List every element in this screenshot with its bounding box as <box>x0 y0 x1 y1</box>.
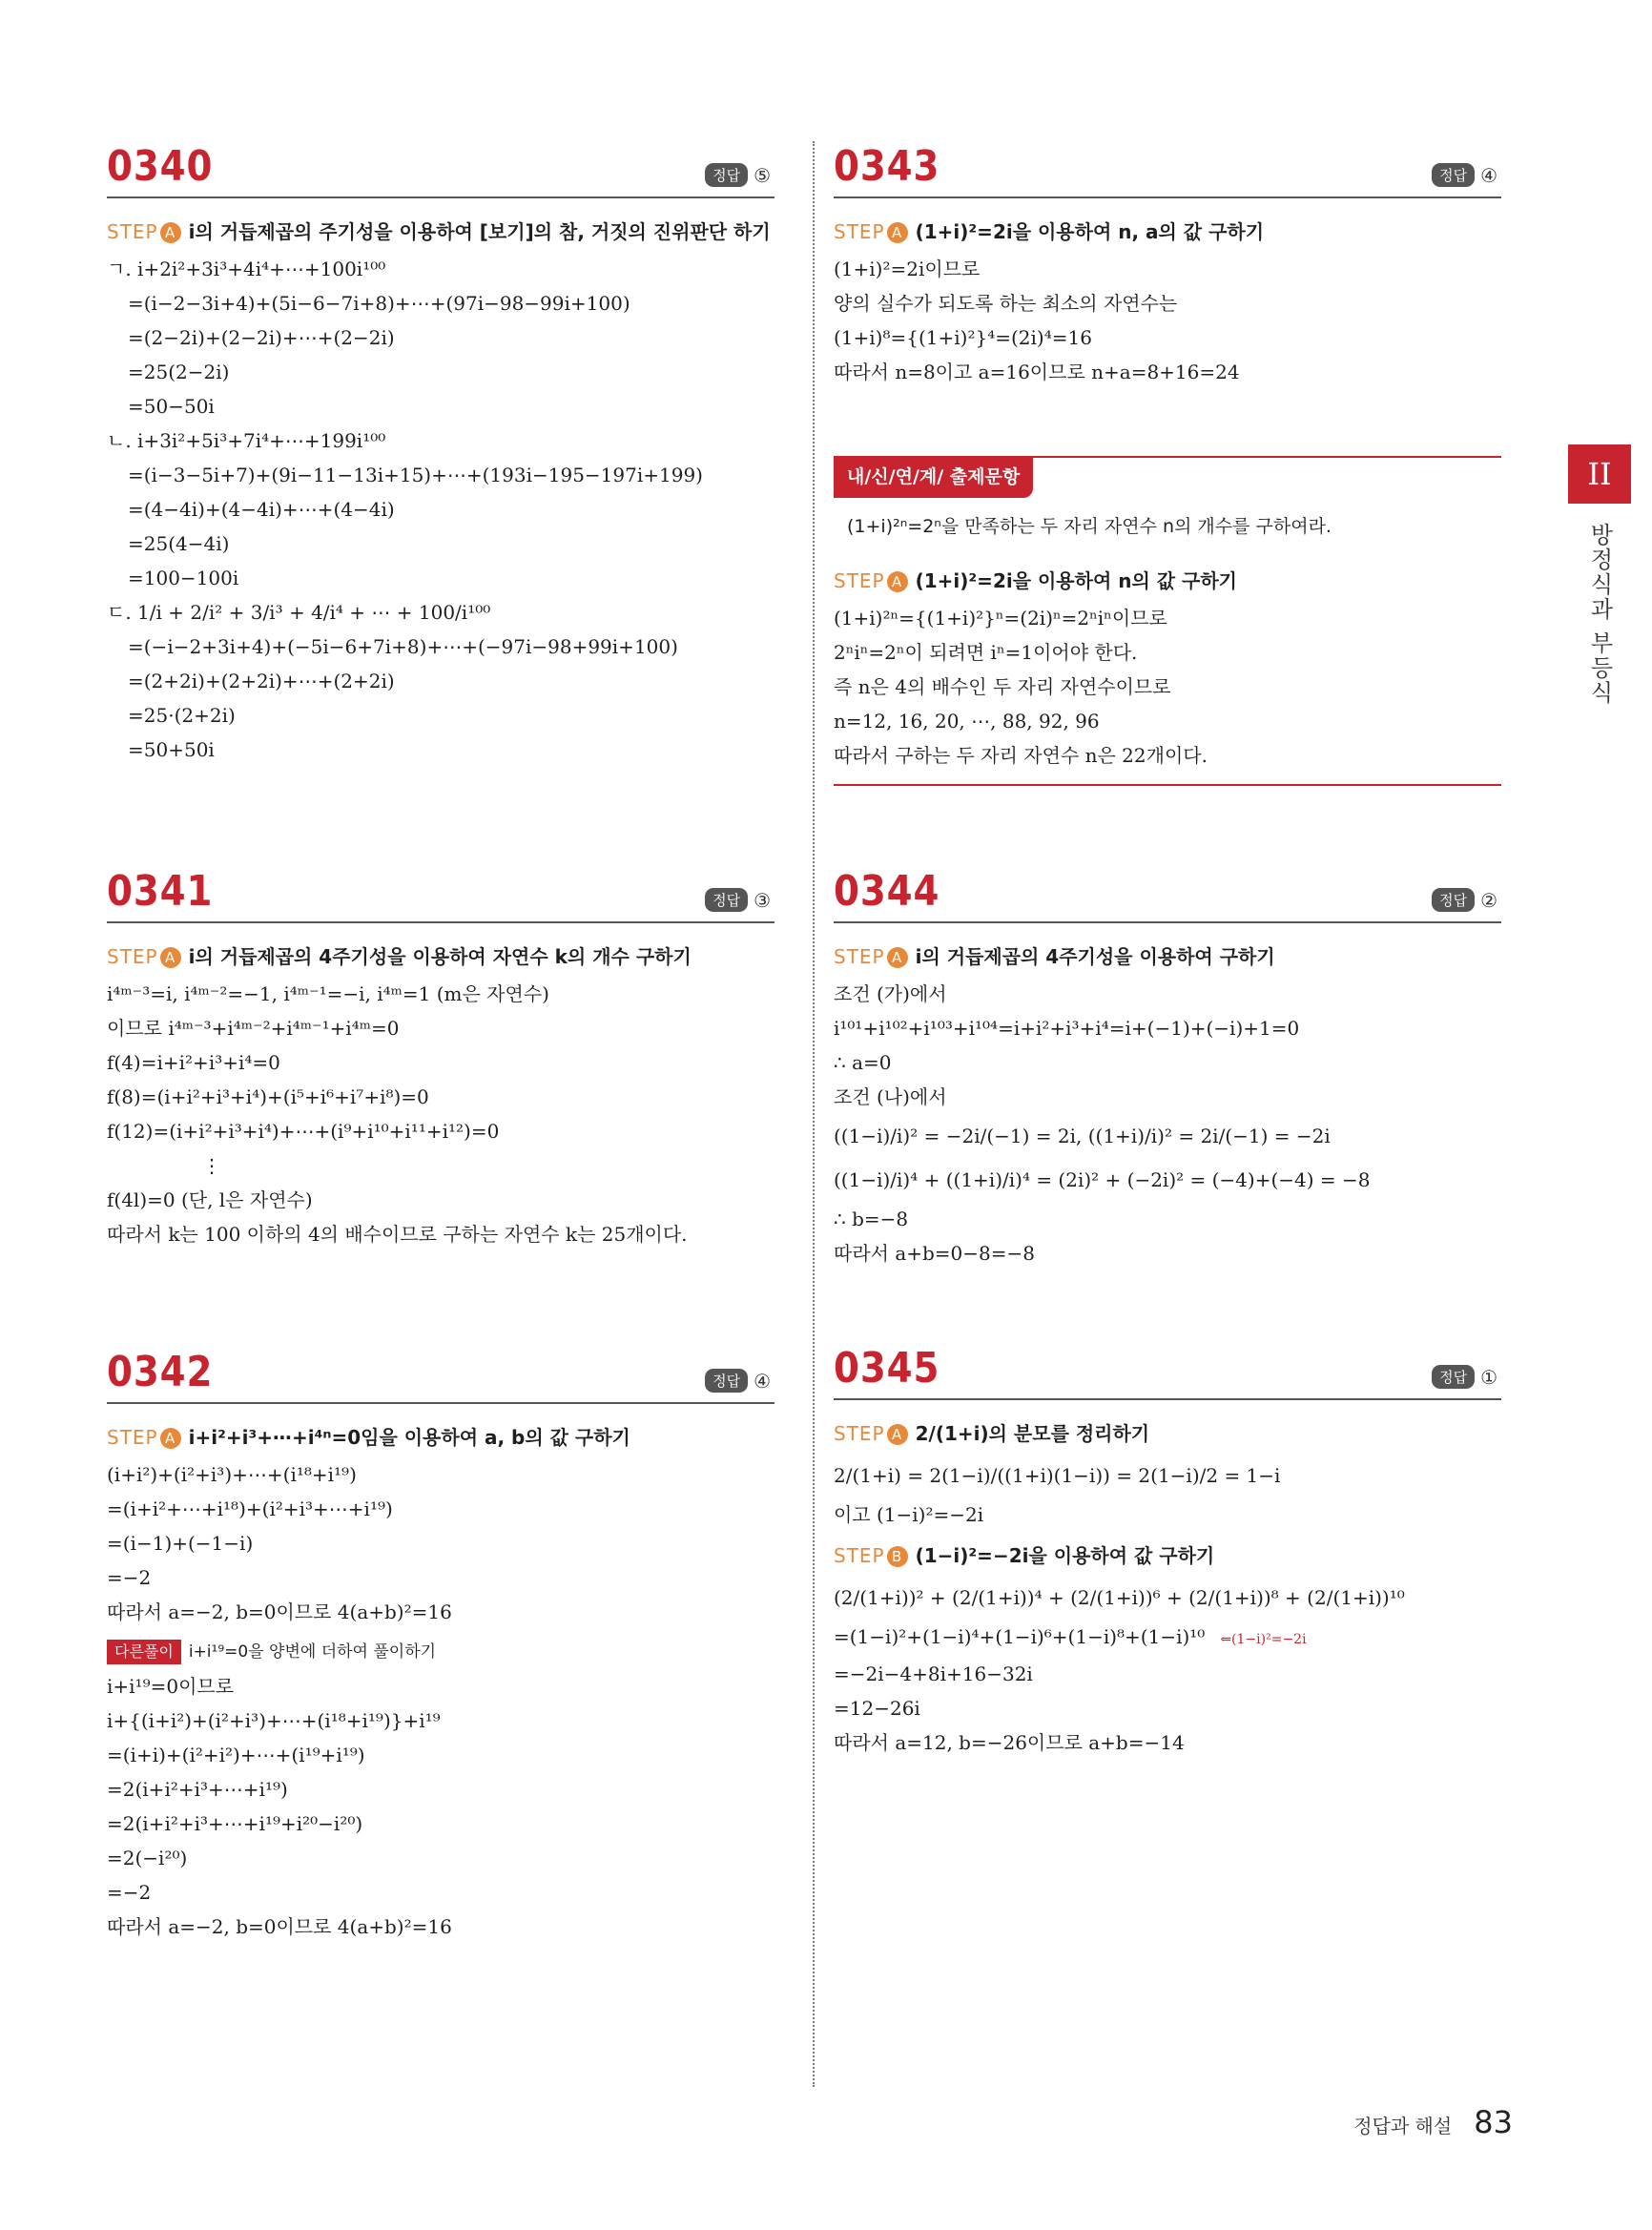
problem-0345 <box>834 1335 1501 1760</box>
problem-0344 <box>834 858 1501 1270</box>
math-line: =25·(2+2i) <box>128 704 236 727</box>
step-a <box>107 942 774 971</box>
other-solution-badge: 다른풀이 <box>107 1640 181 1664</box>
answer-value: ② <box>1480 889 1497 912</box>
math-line: 2/(1+i) = 2(1−i)/((1+i)(1−i)) = 2(1−i)/2 = 1−i <box>834 1464 1281 1487</box>
problem-header <box>107 1339 774 1404</box>
related-problem-tag: 내/신/연/계/ 출제문항 <box>834 456 1033 498</box>
related-problem-box <box>834 456 1501 786</box>
math-line: (1+i)²ⁿ={(1+i)²}ⁿ=(2i)ⁿ=2ⁿiⁿ이므로 <box>834 607 1167 630</box>
problem-0341 <box>107 858 774 1251</box>
answer-value: ④ <box>1480 164 1497 187</box>
problem-header <box>834 858 1501 923</box>
math-line: =25(2−2i) <box>128 361 230 383</box>
step-a <box>107 1423 774 1452</box>
step-tag: STEP A <box>834 1422 908 1445</box>
solution-body <box>834 923 1501 1270</box>
answer-value: ① <box>1480 1366 1497 1389</box>
math-line: 2ⁿiⁿ=2ⁿ이 되려면 iⁿ=1이어야 한다. <box>834 641 1138 664</box>
math-line: =2(−i²⁰) <box>107 1847 188 1869</box>
problem-number: 0344 <box>834 867 940 916</box>
step-a <box>834 1419 1501 1448</box>
step-b <box>834 1541 1501 1570</box>
math-line: 조건 (나)에서 <box>834 1085 947 1108</box>
answer-badge: 정답 <box>1432 888 1475 912</box>
math-line: (i+i²)+(i²+i³)+⋯+(i¹⁸+i¹⁹) <box>107 1463 357 1486</box>
math-line: 따라서 구하는 두 자리 자연수 n은 22개이다. <box>834 744 1208 767</box>
answer <box>705 163 771 187</box>
answer-badge: 정답 <box>705 1369 748 1393</box>
step-title: 2/(1+i)의 분모를 정리하기 <box>915 1422 1150 1445</box>
math-line: =(i+i)+(i²+i²)+⋯+(i¹⁹+i¹⁹) <box>107 1744 365 1766</box>
math-line: =2(i+i²+i³+⋯+i¹⁹) <box>107 1778 288 1801</box>
math-line: i¹⁰¹+i¹⁰²+i¹⁰³+i¹⁰⁴=i+i²+i³+i⁴=i+(−1)+(−i)+1=0 <box>834 1017 1300 1040</box>
math-line: =(4−4i)+(4−4i)+⋯+(4−4i) <box>128 498 395 521</box>
step-tag: STEP B <box>834 1544 908 1567</box>
math-line: =−2 <box>107 1881 152 1904</box>
step-title: (1−i)²=−2i을 이용하여 값 구하기 <box>915 1544 1215 1567</box>
math-line: i⁴ᵐ⁻³=i, i⁴ᵐ⁻²=−1, i⁴ᵐ⁻¹=−i, i⁴ᵐ=1 (m은 자연수) <box>107 982 549 1005</box>
other-solution-title: i+i¹⁹=0을 양변에 더하여 풀이하기 <box>188 1642 437 1662</box>
math-line: 조건 (가)에서 <box>834 982 947 1005</box>
math-line: 따라서 a=−2, b=0이므로 4(a+b)²=16 <box>107 1915 452 1938</box>
math-line: ⋮ <box>202 1154 221 1177</box>
answer <box>1432 888 1497 912</box>
problem-number: 0345 <box>834 1344 940 1393</box>
answer-value: ④ <box>754 1370 771 1393</box>
math-line: =12−26i <box>834 1697 920 1720</box>
step-a <box>834 217 1501 246</box>
answer-badge: 정답 <box>1432 1365 1475 1389</box>
other-solution-header <box>107 1633 774 1669</box>
problem-0343 <box>834 134 1501 786</box>
solution-body <box>834 1400 1501 1760</box>
math-line: 양의 실수가 되도록 하는 최소의 자연수는 <box>834 292 1178 315</box>
answer-badge: 정답 <box>705 888 748 912</box>
math-line: =(2+2i)+(2+2i)+⋯+(2+2i) <box>128 670 395 692</box>
math-line: 이고 (1−i)²=−2i <box>834 1503 984 1526</box>
answer <box>705 1369 771 1393</box>
problem-header <box>107 858 774 923</box>
answer <box>1432 1365 1497 1389</box>
math-line: ㄴ. i+3i²+5i³+7i⁴+⋯+199i¹⁰⁰ <box>107 429 386 452</box>
solution-body <box>107 923 774 1251</box>
math-line: f(4l)=0 (단, l은 자연수) <box>107 1188 313 1211</box>
math-line: 따라서 n=8이고 a=16이므로 n+a=8+16=24 <box>834 361 1240 383</box>
math-line: i+i¹⁹=0이므로 <box>107 1675 235 1698</box>
step-title: (1+i)²=2i을 이용하여 n의 값 구하기 <box>915 569 1237 592</box>
math-line: =(i−3−5i+7)+(9i−11−13i+15)+⋯+(193i−195−197i+199) <box>128 464 703 486</box>
math-line: =(i+i²+⋯+i¹⁸)+(i²+i³+⋯+i¹⁹) <box>107 1497 393 1520</box>
math-line: ㄱ. i+2i²+3i³+4i⁴+⋯+100i¹⁰⁰ <box>107 258 386 280</box>
math-line: =(−i−2+3i+4)+(−5i−6+7i+8)+⋯+(−97i−98+99i+100) <box>128 635 678 658</box>
math-line: f(8)=(i+i²+i³+i⁴)+(i⁵+i⁶+i⁷+i⁸)=0 <box>107 1085 429 1108</box>
step-title: i의 거듭제곱의 4주기성을 이용하여 구하기 <box>915 945 1275 968</box>
problem-number: 0340 <box>107 142 214 191</box>
math-line: ((1−i)/i)⁴ + ((1+i)/i)⁴ = (2i)² + (−2i)² = (−4)+(−4) = −8 <box>834 1168 1371 1191</box>
problem-header <box>834 134 1501 198</box>
math-line: 따라서 k는 100 이하의 4의 배수이므로 구하는 자연수 k는 25개이다. <box>107 1223 688 1246</box>
step-a <box>834 942 1501 971</box>
problem-0340 <box>107 134 774 767</box>
math-line: =(i−2−3i+4)+(5i−6−7i+8)+⋯+(97i−98−99i+100) <box>128 292 630 315</box>
related-problem-question: (1+i)²ⁿ=2ⁿ을 만족하는 두 자리 자연수 n의 개수를 구하여라. <box>847 516 1332 537</box>
math-line: =50+50i <box>128 738 215 761</box>
step-title: i의 거듭제곱의 4주기성을 이용하여 자연수 k의 개수 구하기 <box>188 945 692 968</box>
math-line: =−2 <box>107 1566 152 1589</box>
page-footer <box>1353 2104 1513 2140</box>
answer-value: ⑤ <box>754 164 771 187</box>
solution-body <box>107 1404 774 1944</box>
answer <box>1432 163 1497 187</box>
math-line: f(4)=i+i²+i³+i⁴=0 <box>107 1051 280 1074</box>
problem-0342 <box>107 1339 774 1944</box>
step-title: i의 거듭제곱의 주기성을 이용하여 [보기]의 참, 거짓의 진위판단 하기 <box>188 220 771 243</box>
answer <box>705 888 771 912</box>
answer-value: ③ <box>754 889 771 912</box>
problem-header <box>834 1335 1501 1400</box>
chapter-title: 방정식과 부등식 <box>1586 523 1613 706</box>
step-tag: STEP A <box>107 945 181 968</box>
problem-number: 0341 <box>107 867 214 916</box>
math-line-with-note <box>834 1620 1501 1657</box>
math-line: =50−50i <box>128 395 215 418</box>
math-line: ∴ b=−8 <box>834 1208 909 1230</box>
side-note: ⇐(1−i)²=−2i <box>1220 1632 1307 1647</box>
step-tag: STEP A <box>107 220 181 243</box>
problem-header <box>107 134 774 198</box>
math-line: =2(i+i²+i³+⋯+i¹⁹+i²⁰−i²⁰) <box>107 1812 363 1835</box>
math-line: 따라서 a=−2, b=0이므로 4(a+b)²=16 <box>107 1600 452 1623</box>
math-line: ((1−i)/i)² = −2i/(−1) = 2i, ((1+i)/i)² = 2i/(−1) = −2i <box>834 1125 1331 1147</box>
math-line: =−2i−4+8i+16−32i <box>834 1662 1033 1685</box>
math-line: =(2−2i)+(2−2i)+⋯+(2−2i) <box>128 326 395 349</box>
math-line: i+{(i+i²)+(i²+i³)+⋯+(i¹⁸+i¹⁹)}+i¹⁹ <box>107 1709 441 1732</box>
math-line: =(1−i)²+(1−i)⁴+(1−i)⁶+(1−i)⁸+(1−i)¹⁰ <box>834 1625 1206 1648</box>
step-a <box>834 567 1501 595</box>
step-title: i+i²+i³+⋯+i⁴ⁿ=0임을 이용하여 a, b의 값 구하기 <box>188 1426 630 1449</box>
solution-body <box>834 198 1501 786</box>
chapter-tab: II <box>1568 444 1631 504</box>
math-line: 따라서 a=12, b=−26이므로 a+b=−14 <box>834 1731 1185 1754</box>
answer-badge: 정답 <box>705 163 748 187</box>
step-a <box>107 217 774 246</box>
math-line: =(i−1)+(−1−i) <box>107 1532 254 1555</box>
step-tag: STEP A <box>107 1426 181 1449</box>
step-title: (1+i)²=2i을 이용하여 n, a의 값 구하기 <box>915 220 1265 243</box>
step-tag: STEP A <box>834 569 908 592</box>
math-line: n=12, 16, 20, ⋯, 88, 92, 96 <box>834 710 1100 733</box>
solution-body <box>107 198 774 767</box>
math-line: (1+i)²=2i이므로 <box>834 258 981 280</box>
problem-number: 0343 <box>834 142 940 191</box>
math-line: =25(4−4i) <box>128 532 230 555</box>
problem-number: 0342 <box>107 1348 214 1396</box>
page-number: 83 <box>1474 2104 1513 2140</box>
answer-badge: 정답 <box>1432 163 1475 187</box>
footer-label: 정답과 해설 <box>1353 2115 1453 2137</box>
math-line: f(12)=(i+i²+i³+i⁴)+⋯+(i⁹+i¹⁰+i¹¹+i¹²)=0 <box>107 1120 500 1143</box>
step-tag: STEP A <box>834 945 908 968</box>
math-line: 따라서 a+b=0−8=−8 <box>834 1242 1036 1265</box>
column-divider <box>813 141 815 2087</box>
step-tag: STEP A <box>834 220 908 243</box>
math-line: (1+i)⁸={(1+i)²}⁴=(2i)⁴=16 <box>834 326 1092 349</box>
math-line: ㄷ. 1/i + 2/i² + 3/i³ + 4/i⁴ + ⋯ + 100/i¹⁰⁰ <box>107 601 491 624</box>
math-line: 이므로 i⁴ᵐ⁻³+i⁴ᵐ⁻²+i⁴ᵐ⁻¹+i⁴ᵐ=0 <box>107 1017 400 1040</box>
math-line: 즉 n은 4의 배수인 두 자리 자연수이므로 <box>834 675 1171 698</box>
math-line: ∴ a=0 <box>834 1051 892 1074</box>
math-line: =100−100i <box>128 567 239 589</box>
math-line: (2/(1+i))² + (2/(1+i))⁴ + (2/(1+i))⁶ + (2/(1+i))⁸ + (2/(1+i))¹⁰ <box>834 1586 1405 1609</box>
